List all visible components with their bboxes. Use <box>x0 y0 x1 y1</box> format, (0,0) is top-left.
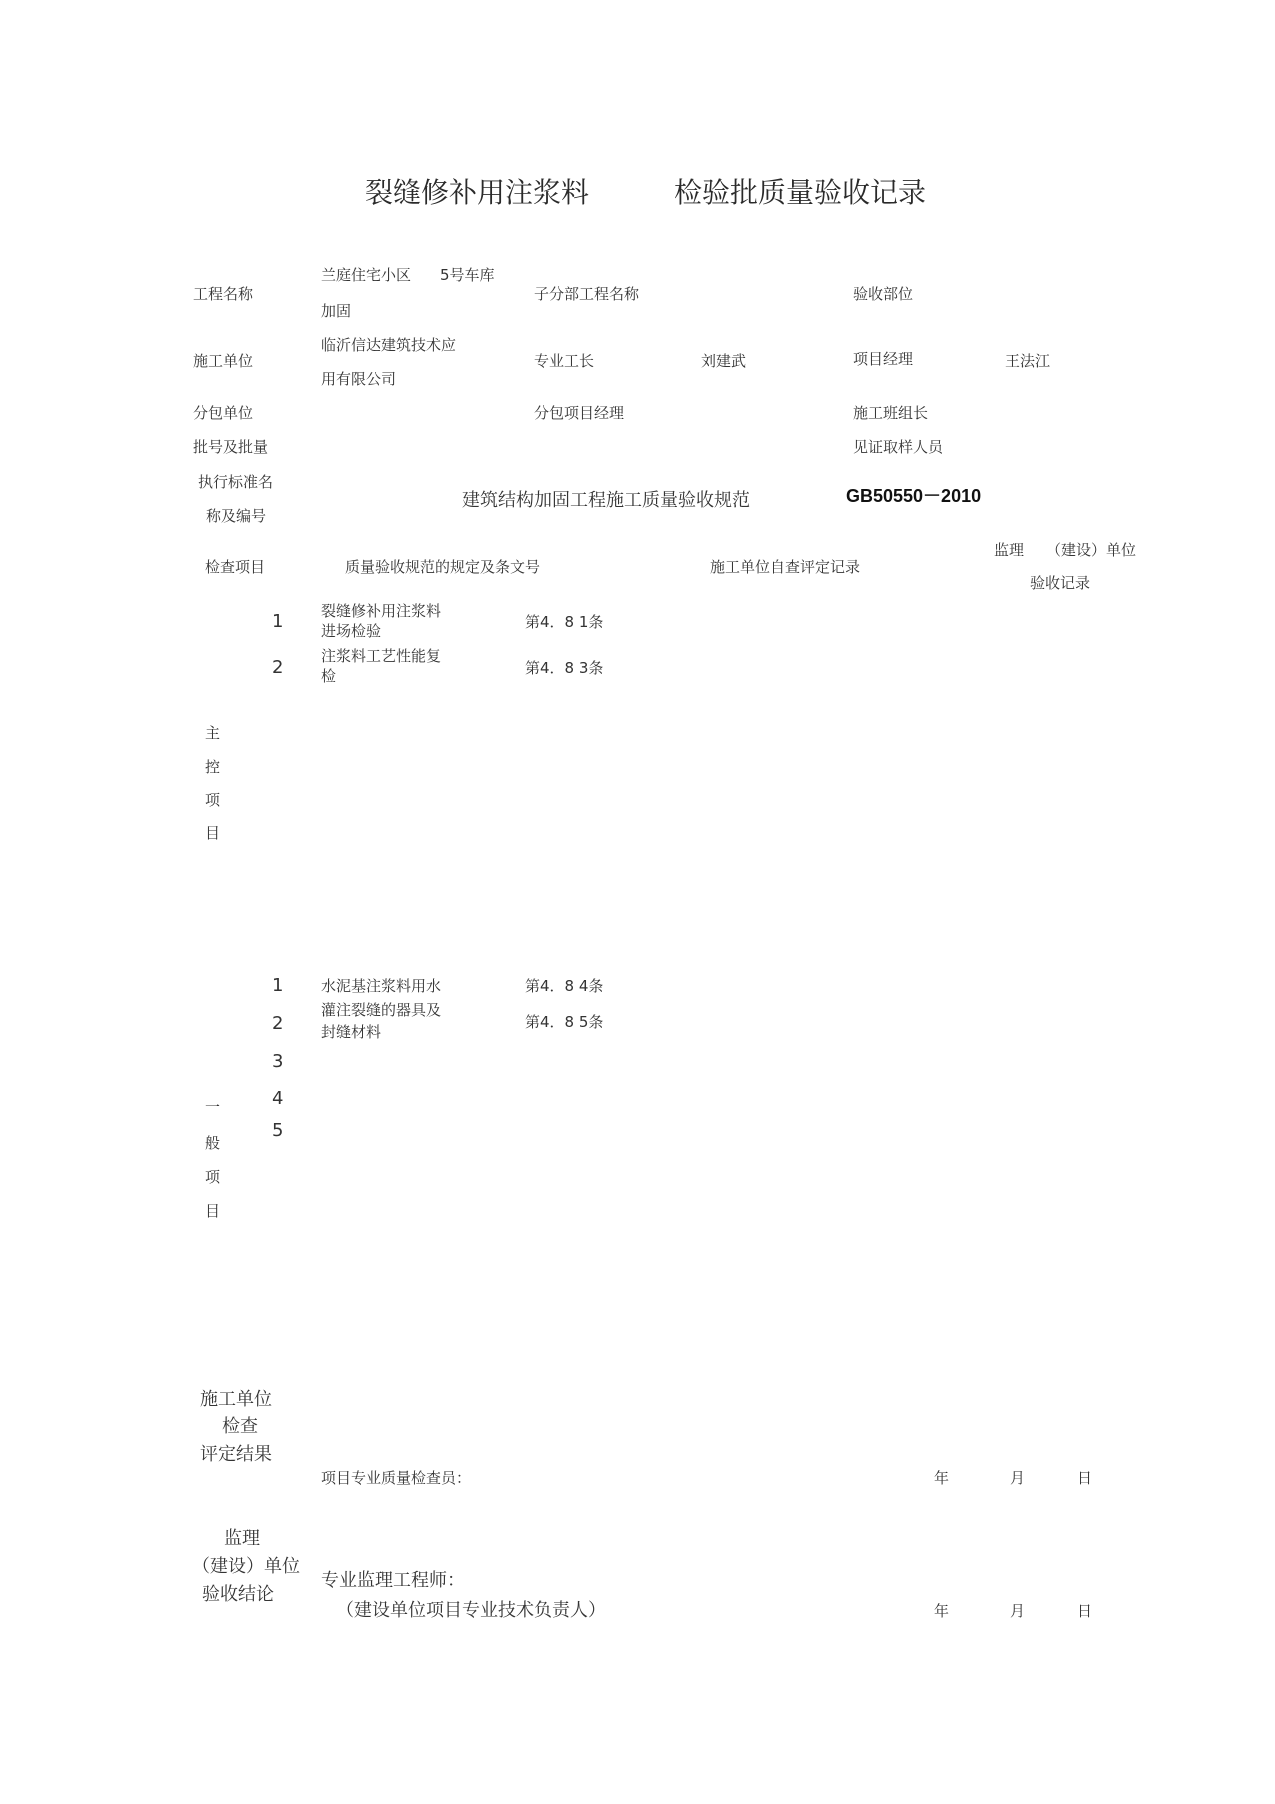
owner-technical-lead-note: （建设单位项目专业技术负责人） <box>336 1600 606 1621</box>
col-spec-header: 质量验收规范的规定及条文号 <box>345 558 541 576</box>
col-supervisor-header-b: （建设）单位 <box>1046 541 1137 559</box>
construction-result-month: 月 <box>1010 1469 1026 1487</box>
construction-result-label-line3: 评定结果 <box>200 1444 272 1465</box>
standard-code: GB50550－2010 <box>846 486 982 506</box>
construction-result-year: 年 <box>934 1469 950 1487</box>
construction-unit-label: 施工单位 <box>193 352 254 370</box>
witness-label: 见证取样人员 <box>853 438 944 456</box>
main-item-1-clause: 第4．8 1条 <box>525 613 604 631</box>
inspector-label: 项目专业质量检查员： <box>321 1469 472 1487</box>
main-item-2-text-line2: 检 <box>321 667 337 685</box>
foreman-label: 专业工长 <box>534 352 595 370</box>
general-item-5-num: 5 <box>272 1120 284 1141</box>
subproject-label: 子分部工程名称 <box>534 285 640 303</box>
general-item-2-num: 2 <box>272 1013 284 1034</box>
acceptance-part-label: 验收部位 <box>853 285 914 303</box>
construction-unit-line1: 临沂信达建筑技术应 <box>321 336 457 354</box>
general-label-char-4: 目 <box>205 1202 221 1220</box>
main-control-label-char-3: 项 <box>205 791 221 809</box>
construction-result-label-line2: 检查 <box>222 1416 258 1437</box>
title-part1: 裂缝修补用注浆料 <box>365 176 590 209</box>
project-name-line1: 兰庭住宅小区 <box>321 266 412 284</box>
standard-label-line1: 执行标准名 <box>198 473 274 491</box>
supervision-result-day: 日 <box>1077 1602 1093 1620</box>
foreman-value: 刘建武 <box>701 352 747 370</box>
general-label-char-1: 一 <box>205 1098 221 1116</box>
main-item-2-num: 2 <box>272 657 284 678</box>
col-self-check-header: 施工单位自查评定记录 <box>710 558 861 576</box>
construction-result-day: 日 <box>1077 1469 1093 1487</box>
general-item-1-text-line1: 水泥基注浆料用水 <box>321 977 442 995</box>
supervision-result-label-line2: （建设）单位 <box>192 1556 300 1577</box>
general-item-2-text-line1: 灌注裂缝的器具及 <box>321 1001 442 1019</box>
batch-label: 批号及批量 <box>193 438 269 456</box>
supervision-result-year: 年 <box>934 1602 950 1620</box>
main-item-2-clause: 第4．8 3条 <box>525 659 604 677</box>
main-control-label-char-4: 目 <box>205 824 221 842</box>
general-label-char-2: 般 <box>205 1134 221 1152</box>
supervision-result-month: 月 <box>1010 1602 1026 1620</box>
standard-name: 建筑结构加固工程施工质量验收规范 <box>462 490 750 511</box>
col-supervisor-header-a: 监理 <box>994 541 1025 559</box>
sub-pm-label: 分包项目经理 <box>534 404 625 422</box>
general-item-4-num: 4 <box>272 1088 284 1109</box>
main-control-label-char-1: 主 <box>205 724 221 742</box>
title-part2: 检验批质量验收记录 <box>674 176 927 209</box>
project-name-label: 工程名称 <box>193 285 254 303</box>
pm-value: 王法江 <box>1005 352 1051 370</box>
project-name-num: 5号车库 <box>440 266 495 284</box>
main-item-1-text-line1: 裂缝修补用注浆料 <box>321 602 442 620</box>
supervision-result-label-line1: 监理 <box>224 1528 260 1549</box>
supervision-result-label-line3: 验收结论 <box>202 1584 274 1605</box>
main-item-1-num: 1 <box>272 611 284 632</box>
subcontractor-label: 分包单位 <box>193 404 254 422</box>
main-item-2-text-line1: 注浆料工艺性能复 <box>321 647 442 665</box>
general-item-2-text-line2: 封缝材料 <box>321 1023 382 1041</box>
general-item-3-num: 3 <box>272 1051 284 1072</box>
pm-label: 项目经理 <box>853 350 914 368</box>
construction-unit-line2: 用有限公司 <box>321 370 397 388</box>
project-name-line2: 加固 <box>321 302 352 320</box>
standard-label-line2: 称及编号 <box>206 507 267 525</box>
construction-result-label-line1: 施工单位 <box>200 1389 272 1410</box>
main-item-1-text-line2: 进场检验 <box>321 622 382 640</box>
general-label-char-3: 项 <box>205 1168 221 1186</box>
team-leader-label: 施工班组长 <box>853 404 929 422</box>
main-control-label-char-2: 控 <box>205 758 221 776</box>
col-supervisor-header-line2: 验收记录 <box>1030 574 1091 592</box>
supervisor-engineer-label: 专业监理工程师： <box>321 1570 465 1591</box>
general-item-2-clause: 第4．8 5条 <box>525 1013 604 1031</box>
general-item-1-num: 1 <box>272 975 284 996</box>
general-item-1-clause: 第4．8 4条 <box>525 977 604 995</box>
col-item-header: 检查项目 <box>205 558 266 576</box>
